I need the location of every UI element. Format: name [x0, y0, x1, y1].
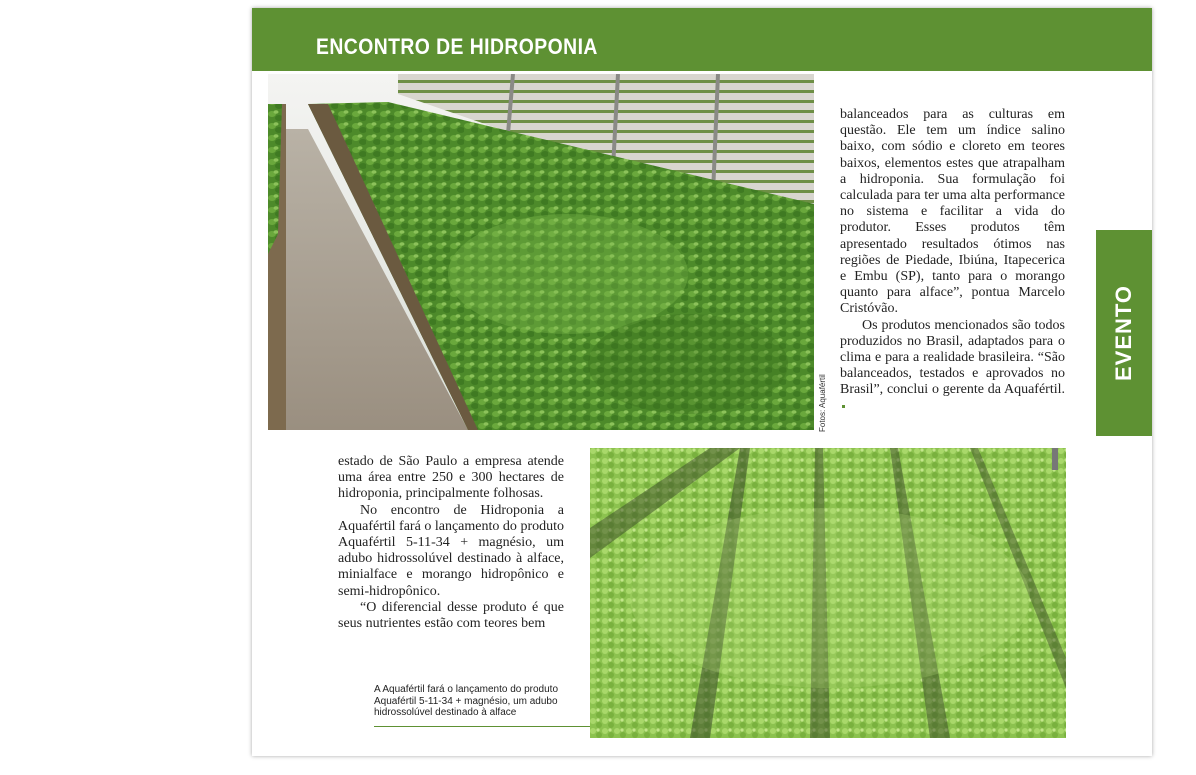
paragraph: balanceados para as culturas em questão. Ele tem um índice salino baixo, com sódio e cloreto em teores baixos, elementos estes que atrapalham a hidroponia. Sua formulação foi calculada para ter uma alta performance no sistema e facilitar a vida do produtor. Esses produtos têm apresentado resultados ótimos nas regiões de Piedade, Ibiúna, Itapecerica e Embu (SP), tanto para o morango quanto para alface”, pontua Marcelo Cristóvão. — [840, 107, 1065, 317]
greenhouse-photo — [268, 74, 814, 430]
right-column-text — [840, 107, 1065, 415]
page-title: ENCONTRO DE HIDROPONIA — [316, 34, 598, 59]
paragraph: estado de São Paulo a empresa atende uma área entre 250 e 300 hectares de hidroponia, principalmente folhosas. — [338, 454, 564, 502]
left-column-text — [338, 454, 564, 632]
end-of-article-mark — [842, 405, 845, 408]
paragraph-text: Os produtos mencionados são todos produzidos no Brasil, adaptados para o clima e para a realidade brasileira. “São balanceados, testados e aprovados no Brasil”, conclui o gerente da Aquafértil. — [840, 317, 1065, 398]
paragraph: No encontro de Hidroponia a Aquafértil fará o lançamento do produto Aquafértil 5-11-34 + magnésio, um adubo hidrossolúvel destinado à alface, minialface e morango hidropônico e semi-hidropônico. — [338, 502, 564, 599]
lettuce-rows-photo — [590, 448, 1066, 738]
section-tab-label: EVENTO — [1111, 284, 1136, 382]
photo-caption: A Aquafértil fará o lançamento do produto Aquafértil 5-11-34 + magnésio, um adubo hidrossolúvel destinado à alface — [374, 684, 559, 718]
photo-credit: Fotos: Aquafértil — [818, 374, 827, 432]
section-tab — [1096, 230, 1152, 436]
caption-divider — [374, 726, 590, 727]
header-bar — [252, 8, 1152, 71]
paragraph: “O diferencial desse produto é que seus nutrientes estão com teores bem — [338, 599, 564, 632]
paragraph — [840, 318, 1065, 415]
magazine-page — [252, 8, 1152, 756]
